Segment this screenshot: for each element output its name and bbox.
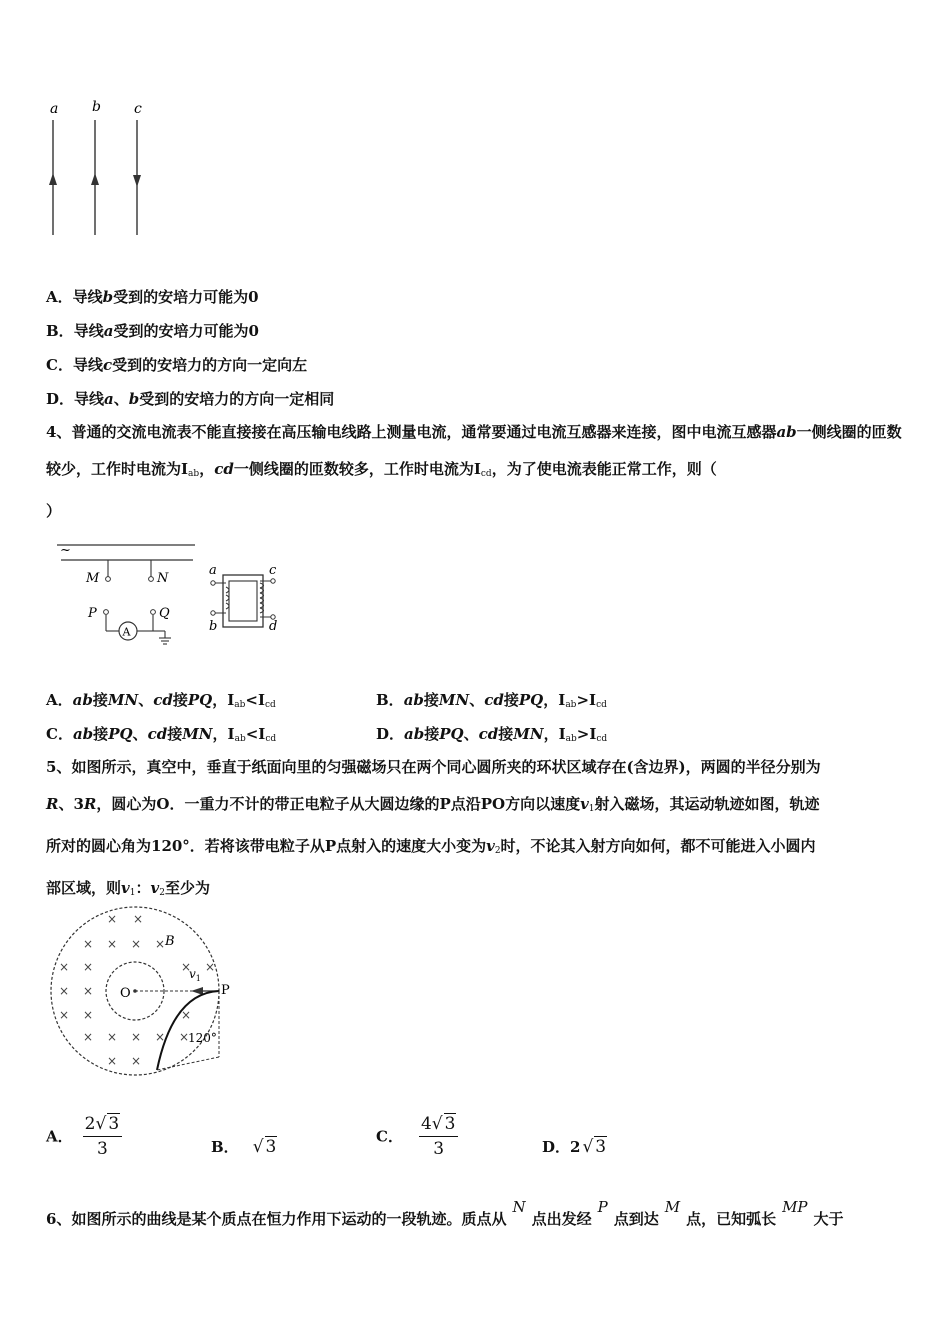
primary-coil [226, 587, 229, 609]
svg-text:×: × [83, 937, 94, 951]
field-b-label: B [165, 934, 175, 949]
svg-text:×: × [179, 1030, 190, 1044]
q3-option-c: C．导线c受到的安培力的方向一定向左 [46, 356, 308, 374]
q4-option-c: C．ab接PQ、cd接MN，$I_{ab}<I_{cd}$ [46, 725, 277, 744]
coil-d-label: d [269, 619, 278, 634]
q4-option-a: A．ab接MN、cd接PQ，$I_{ab}<I_{cd}$ [46, 691, 276, 710]
velocity-label: $v_1$ [189, 967, 201, 983]
svg-text:×: × [59, 960, 70, 974]
q4-option-d: D．ab接PQ、cd接MN，$I_{ab}>I_{cd}$ [376, 725, 608, 744]
q3-option-d: D．导线a、b受到的安培力的方向一定相同 [46, 390, 335, 408]
svg-text:×: × [155, 937, 166, 951]
wire-c-label: c [134, 101, 142, 117]
svg-text:×: × [131, 1030, 142, 1044]
svg-text:×: × [107, 1054, 118, 1068]
figure-parallel-wires [40, 95, 160, 240]
arrow-up-icon [91, 173, 99, 185]
angle-label: 120° [188, 1031, 217, 1045]
svg-text:×: × [131, 937, 142, 951]
svg-text:×: × [83, 984, 94, 998]
svg-text:×: × [83, 1008, 94, 1022]
question-6: 6、如图所示的曲线是某个质点在恒力作用下运动的一段轨迹。质点从N点出发经P点到达M点，已知弧长MP大于 [46, 1198, 844, 1228]
svg-text:×: × [131, 1054, 142, 1068]
ammeter-label: A [122, 625, 131, 639]
svg-text:×: × [181, 1008, 192, 1022]
wire-b-label: b [92, 99, 101, 115]
q5-option-c: C． $\frac{4√ 3}{3}$ [376, 1113, 458, 1159]
coil-b-label: b [209, 619, 218, 634]
wire-a-label: a [50, 101, 59, 117]
q3-option-b: B．导线a受到的安培力可能为0 [46, 322, 259, 340]
svg-text:×: × [83, 960, 94, 974]
svg-text:×: × [107, 937, 118, 951]
q5-option-a: A． $\frac{2√ 3}{3}$ [46, 1113, 122, 1159]
terminal-m-label: M [86, 571, 100, 586]
svg-text:×: × [133, 912, 144, 926]
svg-text:×: × [83, 1030, 94, 1044]
svg-text:×: × [107, 1030, 118, 1044]
ac-tilde-label: ~ [60, 543, 71, 558]
svg-text:×: × [107, 912, 118, 926]
arrow-up-icon [49, 173, 57, 185]
velocity-arrow-icon [191, 987, 203, 995]
q5-option-b: B． √ 3 [211, 1137, 277, 1157]
center-o-label: O [120, 986, 131, 1001]
svg-text:×: × [181, 960, 192, 974]
coil-c-label: c [269, 563, 277, 578]
q3-option-a: A．导线b受到的安培力可能为0 [46, 288, 259, 306]
terminal-p-label: P [88, 606, 97, 621]
figure-magnetic-ring [45, 905, 245, 1085]
svg-text:×: × [59, 984, 70, 998]
arrow-down-icon [133, 175, 141, 187]
figure-current-transformer [55, 535, 295, 650]
coil-a-label: a [209, 563, 217, 578]
q5-option-d: D．2 √ 3 [542, 1137, 607, 1157]
terminal-n-label: N [157, 571, 169, 586]
point-p-label: P [221, 983, 230, 998]
question-5: 5、如图所示，真空中，垂直于纸面向里的匀强磁场只在两个同心圆所夹的环状区域存在(含边界)，两圆的半径分别为 R、3R，圆心为O．一重力不计的带正电粒子从大圆边缘的P点沿PO方向以速度$v_1$射入磁场，其运动轨迹如图，轨迹 所对的圆心角为120°．若将该带电粒子从P点射入的速度大小变为$v_2$时，不论其入射方向如何，都不可能进入小圆内 部区域，则$v_1$：$v_2$至少为 [46, 758, 821, 898]
question-4: 4、普通的交流电流表不能直接接在高压输电线路上测量电流，通常要通过电流互感器来连接，图中电流互感器ab一侧线圈的匝数较少，工作时电流为$I_{ab}$，cd一侧线圈的匝数较多，工作时电流为$I_{cd}$，为了使电流表能正常工作，则（ ） [46, 423, 902, 520]
svg-text:×: × [155, 1030, 166, 1044]
q4-option-b: B．ab接MN、cd接PQ，$I_{ab}>I_{cd}$ [376, 691, 607, 710]
terminal-q-label: Q [159, 606, 170, 621]
svg-text:×: × [205, 960, 216, 974]
svg-text:×: × [59, 1008, 70, 1022]
